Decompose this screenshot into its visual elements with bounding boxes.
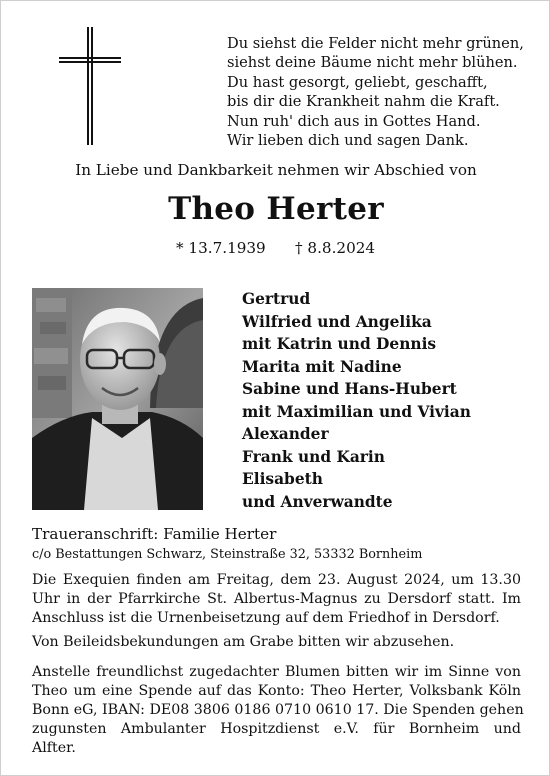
poem-line: bis dir die Krankheit nahm die Kraft. bbox=[227, 93, 500, 111]
mourning-address-title: Traueranschrift: Familie Herter bbox=[32, 525, 277, 543]
family-member: Gertrud bbox=[242, 290, 311, 308]
family-member: Sabine und Hans-Hubert bbox=[242, 380, 457, 398]
paragraph-line: Theo um eine Spende auf das Konto: Theo Herter, Volksbank Köln bbox=[32, 683, 521, 699]
paragraph-line: Die Exequien finden am Freitag, dem 23. August 2024, um 13.30 bbox=[32, 572, 521, 588]
poem bbox=[227, 34, 527, 150]
family-member: Marita mit Nadine bbox=[242, 357, 402, 376]
funeral-service-paragraph bbox=[32, 571, 521, 628]
family-member: Elisabeth bbox=[242, 470, 323, 488]
family-list bbox=[242, 288, 471, 513]
death-date: † 8.8.2024 bbox=[295, 239, 376, 257]
poem-line: Wir lieben dich und sagen Dank. bbox=[227, 132, 469, 150]
poem-line: siehst deine Bäume nicht mehr blühen. bbox=[227, 54, 518, 72]
paragraph-line: Bonn eG, IBAN: DE08 3806 0186 0710 0610 17. Die Spenden gehen bbox=[32, 702, 524, 718]
deceased-name: Theo Herter bbox=[168, 191, 384, 227]
paragraph-line: zugunsten Ambulanter Hospitzdienst e.V. für Bornheim und bbox=[32, 721, 521, 737]
condolence-paragraph bbox=[32, 633, 521, 652]
poem-line: Du siehst die Felder nicht mehr grünen, bbox=[227, 35, 524, 52]
poem-line: Nun ruh' dich aus in Gottes Hand. bbox=[227, 112, 481, 130]
paragraph-line: Von Beileidsbekundungen am Grabe bitten wir abzusehen. bbox=[32, 634, 455, 650]
intro-text: In Liebe und Dankbarkeit nehmen wir Abschied von bbox=[75, 161, 477, 179]
family-member: Frank und Karin bbox=[242, 447, 385, 466]
paragraph-line: Anschluss ist die Urnenbeisetzung auf dem Friedhof in Dersdorf. bbox=[32, 610, 500, 626]
family-member: und Anverwandte bbox=[242, 492, 393, 511]
paragraph-line: Alfter. bbox=[32, 740, 76, 756]
mourning-address-line: c/o Bestattungen Schwarz, Steinstraße 32, 53332 Bornheim bbox=[32, 547, 423, 562]
birth-date: * 13.7.1939 bbox=[176, 239, 266, 257]
family-member: mit Katrin und Dennis bbox=[242, 335, 437, 353]
family-member: Alexander bbox=[242, 425, 329, 443]
family-member: mit Maximilian und Vivian bbox=[242, 402, 471, 421]
family-member: Wilfried und Angelika bbox=[242, 312, 432, 331]
donation-paragraph bbox=[32, 663, 524, 758]
portrait-photo bbox=[32, 288, 203, 510]
paragraph-line: Anstelle freundlichst zugedachter Blumen bitten wir im Sinne von bbox=[32, 664, 521, 680]
paragraph-line: Uhr in der Pfarrkirche St. Albertus-Magnus zu Dersdorf statt. Im bbox=[32, 591, 521, 607]
cross-icon bbox=[59, 27, 121, 145]
poem-line: Du hast gesorgt, geliebt, geschafft, bbox=[227, 73, 488, 91]
